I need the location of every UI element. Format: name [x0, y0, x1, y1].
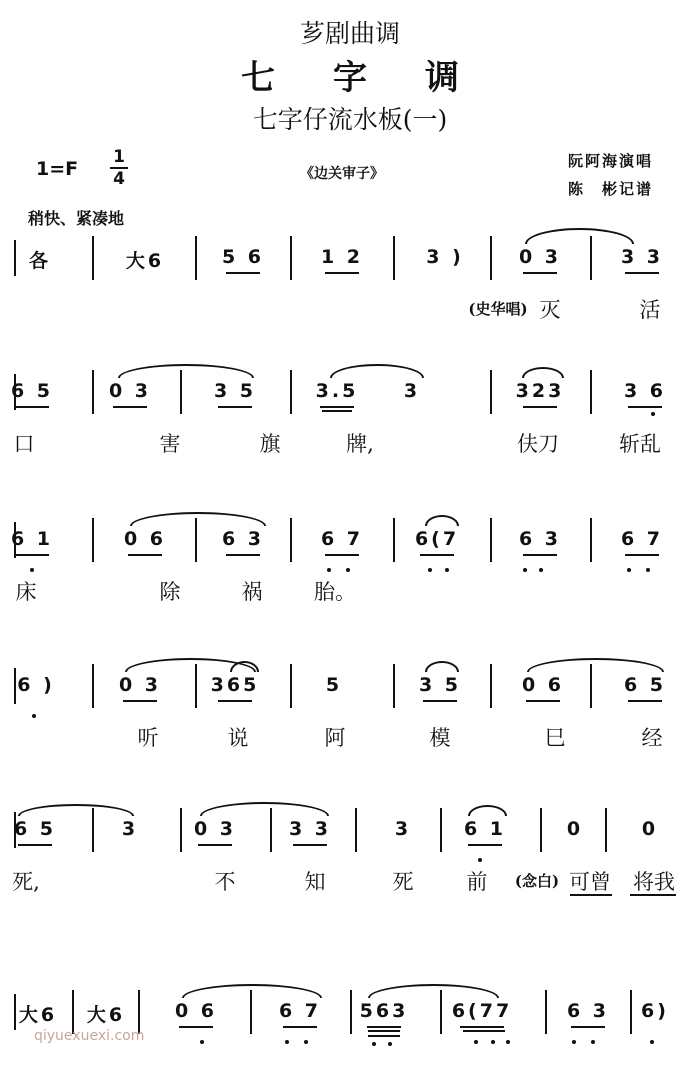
- bar-line: [92, 370, 94, 414]
- time-numerator: 1: [113, 147, 125, 167]
- slur-arc: [425, 661, 459, 672]
- beam-line: [325, 272, 359, 274]
- genre-heading: 芗剧曲调: [299, 19, 400, 48]
- note-group: 6 7: [620, 528, 664, 550]
- note-group: 各: [28, 250, 52, 272]
- bar-line: [92, 236, 94, 280]
- beam-line: [628, 700, 662, 702]
- lyric-text: (史华唱): [468, 300, 528, 318]
- beam-line: [463, 1030, 505, 1032]
- bar-line: [490, 370, 492, 414]
- bar-line: [180, 808, 182, 852]
- lyric-text: 前: [466, 870, 488, 894]
- bar-line: [590, 370, 592, 414]
- beam-line: [18, 844, 52, 846]
- note-group: 6 3: [221, 528, 265, 550]
- bar-line: [393, 236, 395, 280]
- beam-line: [320, 406, 354, 408]
- octave-dot: [627, 568, 631, 572]
- lyric-text: 伕刀: [517, 432, 559, 456]
- beam-line: [218, 406, 252, 408]
- bar-line: [14, 240, 16, 276]
- octave-dot: [428, 568, 432, 572]
- source-opera: 《边关审子》: [300, 166, 384, 182]
- lyric-text: 将我: [633, 870, 675, 894]
- note-group: 6(77: [451, 1000, 513, 1022]
- system-4: [0, 664, 700, 784]
- beam-line: [420, 554, 454, 556]
- note-group: 6(7: [414, 528, 460, 550]
- note-group: 6 5: [13, 818, 57, 840]
- bar-line: [290, 518, 292, 562]
- octave-dot: [646, 568, 650, 572]
- lyric-text: 牌,: [346, 432, 374, 456]
- beam-line: [625, 272, 659, 274]
- note-group: 0 6: [521, 674, 565, 696]
- slur-arc: [118, 364, 254, 378]
- note-group: 6 1: [463, 818, 507, 840]
- system-3: [0, 518, 700, 638]
- bar-line: [545, 990, 547, 1034]
- note-group: 大6: [125, 250, 165, 272]
- score-subtitle: 七字仔流水板(一): [252, 105, 448, 134]
- beam-line: [113, 406, 147, 408]
- lyric-text: 听: [137, 726, 159, 750]
- note-group: 大6: [86, 1004, 126, 1026]
- lyric-text: 死,: [12, 870, 40, 894]
- system-1: [0, 236, 700, 356]
- beam-line: [526, 700, 560, 702]
- watermark: qiyuexuexi.com: [34, 1028, 145, 1044]
- note-group: 大6: [18, 1004, 58, 1026]
- beam-line: [123, 700, 157, 702]
- octave-dot: [506, 1040, 510, 1044]
- note-group: 6): [641, 1000, 669, 1022]
- octave-dot: [539, 568, 543, 572]
- beam-line: [625, 554, 659, 556]
- slur-arc: [182, 984, 322, 998]
- bar-line: [350, 990, 352, 1034]
- note-group: 6 3: [566, 1000, 610, 1022]
- singer-credit: 阮阿海演唱: [568, 152, 654, 170]
- slur-arc: [230, 661, 259, 672]
- note-group: 0 3: [193, 818, 237, 840]
- notator-credit: 陈 彬记谱: [568, 180, 654, 198]
- octave-dot: [572, 1040, 576, 1044]
- beam-line: [423, 700, 457, 702]
- bar-line: [14, 994, 16, 1030]
- beam-line: [523, 272, 557, 274]
- note-group: 0 3: [518, 246, 562, 268]
- lyric-text: 知: [304, 870, 326, 894]
- bar-line: [355, 808, 357, 852]
- bar-line: [490, 518, 492, 562]
- note-group: 6 7: [320, 528, 364, 550]
- spoken-underline: [630, 894, 676, 896]
- octave-dot: [30, 568, 34, 572]
- lyric-text: 祸: [241, 580, 263, 604]
- note-group: 3 5: [213, 380, 257, 402]
- lyric-text: 斩乱: [619, 432, 661, 456]
- octave-dot: [650, 1040, 654, 1044]
- note-group: 1 2: [320, 246, 364, 268]
- beam-line: [628, 406, 662, 408]
- bar-line: [540, 808, 542, 852]
- note-group: 3.5: [315, 380, 359, 402]
- system-5: [0, 808, 700, 928]
- beam-line: [198, 844, 232, 846]
- bar-line: [393, 518, 395, 562]
- lyric-text: 巳: [544, 726, 566, 750]
- octave-dot: [651, 412, 655, 416]
- note-group: 3 6: [623, 380, 667, 402]
- time-denominator: 4: [113, 169, 125, 189]
- note-group: 6 ): [17, 674, 55, 696]
- octave-dot: [32, 714, 36, 718]
- lyric-text: 灭: [539, 298, 561, 322]
- lyric-text: 经: [641, 726, 663, 750]
- beam-line: [283, 1026, 317, 1028]
- lyric-text: 旗: [259, 432, 281, 456]
- time-signature: [110, 148, 128, 188]
- octave-dot: [304, 1040, 308, 1044]
- note-group: 6 7: [278, 1000, 322, 1022]
- beam-line: [523, 406, 557, 408]
- note-group: 0: [566, 818, 584, 840]
- beam-line: [368, 1035, 400, 1037]
- note-group: 3: [403, 380, 421, 402]
- beam-line: [179, 1026, 213, 1028]
- slur-arc: [425, 515, 459, 526]
- beam-line: [468, 844, 502, 846]
- bar-line: [590, 518, 592, 562]
- note-group: 6 5: [623, 674, 667, 696]
- bar-line: [605, 808, 607, 852]
- bar-line: [92, 664, 94, 708]
- lyric-text: 不: [214, 870, 236, 894]
- beam-line: [322, 410, 352, 412]
- note-group: 3 5: [418, 674, 462, 696]
- octave-dot: [200, 1040, 204, 1044]
- octave-dot: [388, 1042, 392, 1046]
- octave-dot: [523, 568, 527, 572]
- lyric-text: 活: [639, 298, 661, 322]
- bar-line: [290, 236, 292, 280]
- system-2: [0, 370, 700, 490]
- note-group: 0: [641, 818, 659, 840]
- slur-arc: [525, 228, 634, 244]
- lyric-text: 可曾: [569, 870, 611, 894]
- beam-line: [523, 554, 557, 556]
- bar-line: [630, 990, 632, 1034]
- lyric-text: 模: [429, 726, 451, 750]
- bar-line: [440, 808, 442, 852]
- note-group: 323: [515, 380, 565, 402]
- note-group: 0 3: [108, 380, 152, 402]
- note-group: 6 3: [518, 528, 562, 550]
- octave-dot: [372, 1042, 376, 1046]
- lyric-text: (念白): [514, 872, 560, 890]
- beam-line: [218, 700, 252, 702]
- beam-line: [15, 554, 49, 556]
- beam-line: [15, 406, 49, 408]
- octave-dot: [474, 1040, 478, 1044]
- note-group: 3 3: [288, 818, 332, 840]
- note-group: 3: [394, 818, 412, 840]
- note-group: 3: [121, 818, 139, 840]
- lyric-text: 胎。: [314, 580, 356, 604]
- slur-arc: [18, 804, 134, 816]
- lyric-text: 说: [227, 726, 249, 750]
- octave-dot: [478, 858, 482, 862]
- beam-line: [128, 554, 162, 556]
- beam-line: [293, 844, 327, 846]
- slur-arc: [130, 512, 266, 526]
- bar-line: [490, 664, 492, 708]
- lyric-text: 除: [159, 580, 181, 604]
- note-group: 563: [359, 1000, 409, 1022]
- lyric-text: 床: [15, 580, 37, 604]
- bar-line: [290, 664, 292, 708]
- octave-dot: [491, 1040, 495, 1044]
- slur-arc: [368, 984, 499, 998]
- note-group: 3 3: [620, 246, 664, 268]
- note-group: 0 3: [118, 674, 162, 696]
- beam-line: [226, 272, 260, 274]
- bar-line: [14, 668, 16, 704]
- octave-dot: [591, 1040, 595, 1044]
- key-signature: 1=F: [36, 158, 79, 180]
- slur-arc: [522, 367, 564, 378]
- score-title: 七字调: [241, 58, 517, 98]
- slur-arc: [468, 805, 507, 816]
- bar-line: [290, 370, 292, 414]
- spoken-underline: [570, 894, 612, 896]
- tempo-marking: 稍快、紧凑地: [28, 209, 125, 228]
- octave-dot: [445, 568, 449, 572]
- slur-arc: [527, 658, 664, 672]
- note-group: 0 6: [174, 1000, 218, 1022]
- bar-line: [92, 518, 94, 562]
- beam-line: [367, 1026, 401, 1028]
- beam-line: [460, 1026, 504, 1028]
- note-group: 6 5: [10, 380, 54, 402]
- bar-line: [393, 664, 395, 708]
- lyric-text: 死: [392, 870, 414, 894]
- slur-arc: [200, 802, 329, 816]
- bar-line: [195, 236, 197, 280]
- note-group: 0 6: [123, 528, 167, 550]
- beam-line: [325, 554, 359, 556]
- bar-line: [490, 236, 492, 280]
- note-group: 5 6: [221, 246, 265, 268]
- octave-dot: [327, 568, 331, 572]
- note-group: 5: [325, 674, 343, 696]
- lyric-text: 阿: [324, 726, 346, 750]
- octave-dot: [285, 1040, 289, 1044]
- note-group: 365: [210, 674, 260, 696]
- lyric-text: 口: [13, 432, 35, 456]
- lyric-text: 害: [159, 432, 181, 456]
- octave-dot: [346, 568, 350, 572]
- beam-line: [368, 1030, 400, 1032]
- note-group: 6 1: [10, 528, 54, 550]
- note-group: 3 ): [426, 246, 464, 268]
- beam-line: [226, 554, 260, 556]
- slur-arc: [330, 364, 424, 378]
- beam-line: [571, 1026, 605, 1028]
